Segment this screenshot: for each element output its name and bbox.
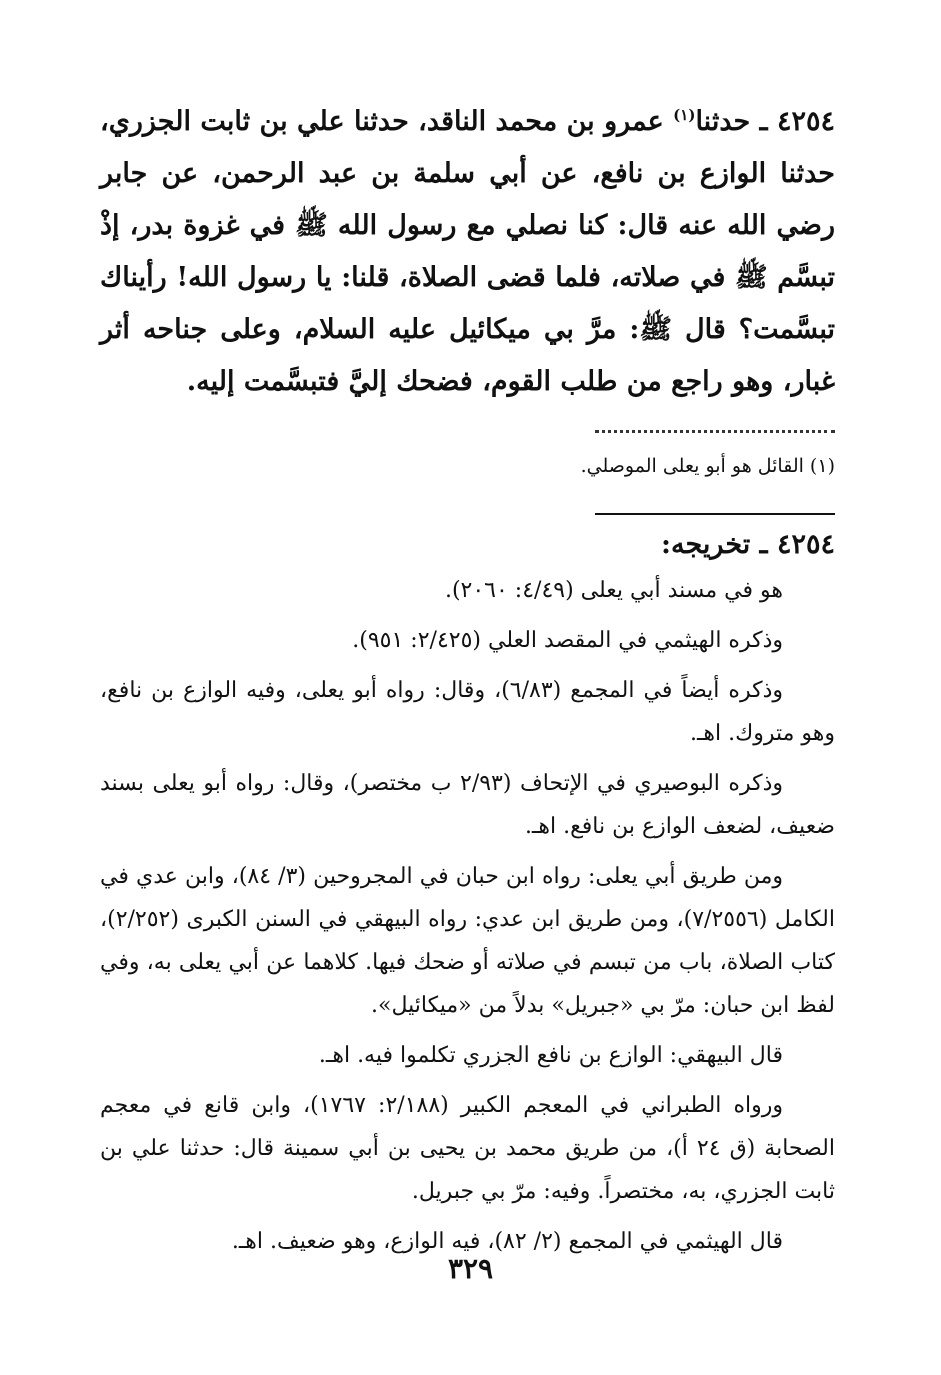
takhrij-heading: ٤٢٥٤ ـ تخريجه: (661, 529, 835, 560)
hadith-text-body: عمرو بن محمد الناقد، حدثنا علي بن ثابت الجزري، حدثنا الوازع بن نافع، عن أبي سلمة بن عبد الرحمن، عن جابر رضي الله عنه قال: كنا نصلي مع رسول الله ﷺ في غزوة بدر، إذْ تبسَّم ﷺ في صلاته، فلما قضى الصلاة، قلنا: يا رسول الله! رأيناك تبسَّمت؟ قال ﷺ: مرَّ بي ميكائيل عليه السلام، وعلى جناحه أثر غبار، وهو راجع من طلب القوم، فضحك إليَّ فتبسَّمت إليه. (100, 106, 835, 397)
takhrij-section (100, 569, 835, 1263)
takhrij-paragraph: ومن طريق أبي يعلى: رواه ابن حبان في المجروحين (٣/ ٨٤)، وابن عدي في الكامل (٧/٢٥٥٦)، ومن طريق ابن عدي: رواه البيهقي في السنن الكبرى (٢/٢٥٢)، كتاب الصلاة، باب من تبسم في صلاته أو ضحك فيها. كلاهما عن أبي يعلى به، وفي لفظ ابن حبان: مرّ بي «جبريل» بدلاً من «ميكائيل». (100, 864, 835, 1018)
hadith-number: ٤٢٥٤ ـ (759, 106, 835, 137)
hadith-text (100, 96, 835, 408)
takhrij-paragraph: قال البيهقي: الوازع بن نافع الجزري تكلموا فيه. اهـ. (318, 1043, 783, 1068)
section-divider (595, 513, 835, 515)
footnote-reference[interactable]: (١) (673, 106, 696, 124)
takhrij-paragraph: هو في مسند أبي يعلى (٤/٤٩: ٢٠٦٠). (444, 578, 783, 603)
footnote-separator (595, 430, 835, 433)
takhrij-paragraph: وذكره الهيثمي في المقصد العلي (٢/٤٢٥: ٩٥١). (352, 628, 783, 653)
takhrij-paragraph: وذكره أيضاً في المجمع (٦/٨٣)، وقال: رواه أبو يعلى، وفيه الوازع بن نافع، وهو متروك. اهـ. (100, 678, 835, 746)
page-number: ٣٢٩ (447, 1252, 494, 1285)
takhrij-paragraph: قال الهيثمي في المجمع (٢/ ٨٢)، فيه الوازع، وهو ضعيف. اهـ. (231, 1229, 783, 1254)
page-body (100, 96, 835, 1270)
takhrij-paragraph: وذكره البوصيري في الإتحاف (٢/٩٣ ب مختصر)، وقال: رواه أبو يعلى بسند ضعيف، لضعف الوازع بن نافع. اهـ. (100, 771, 835, 839)
takhrij-paragraph: ورواه الطبراني في المعجم الكبير (٢/١٨٨: ١٧٦٧)، وابن قانع في معجم الصحابة (ق ٢٤ أ)، من طريق محمد بن يحيى بن أبي سمينة قال: حدثنا علي بن ثابت الجزري، به، مختصراً. وفيه: مرّ بي جبريل. (100, 1093, 835, 1204)
hadith-text-start: حدثنا (695, 106, 751, 137)
footnote: (١) القائل هو أبو يعلى الموصلي. (580, 455, 835, 477)
